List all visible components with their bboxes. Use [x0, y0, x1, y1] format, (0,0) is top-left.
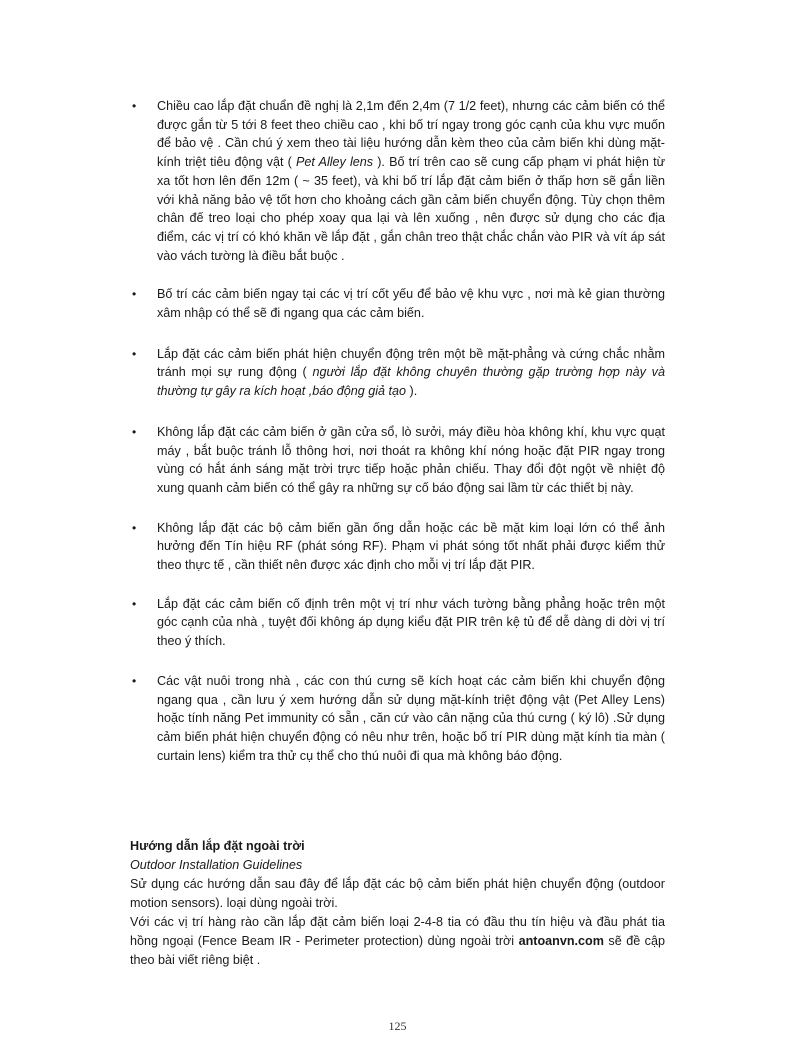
bullet-text: Bố trí các cảm biến ngay tại các vị trí cốt yếu để bảo vệ khu vực , nơi mà kẻ gian thường xâm nhập có thể sẽ đi ngang qua các cảm biến. [157, 287, 665, 321]
bullet-italic-text: Pet Alley lens [295, 155, 374, 170]
outdoor-paragraph-1: Sử dụng các hướng dẫn sau đây để lắp đặt các bộ cảm biến phát hiện chuyển động (outdoor motion sensors). loại dùng ngoài trời. [130, 877, 665, 910]
bullet-item-key-positions [130, 285, 665, 322]
bullet-dot-icon: • [132, 287, 137, 302]
bullet-item-height [130, 97, 665, 265]
bullet-item-avoid-metal [130, 519, 665, 575]
bullet-text: Các vật nuôi trong nhà , các con thú cưng sẽ kích hoạt các cảm biến khi chuyển động ngang qua , cần lưu ý xem hướng dẫn sử dụng mặt-kính triệt động vật (Pet Alley Lens) hoặc tính năng Pet immunity có sẵn , căn cứ vào cân nặng của thú cưng ( ký lô) .Sử dụng cảm biến phát hiện chuyển động có nêu như trên, hoặc bố trí PIR dùng mặt kính tia màn ( curtain lens) kiểm tra thử cụ thể cho thú nuôi đi qua mà không báo động. [157, 673, 665, 763]
bullet-item-fixed-mount [130, 595, 665, 651]
bullet-text: Không lắp đặt các cảm biến ở gần cửa sổ, lò sưởi, máy điều hòa không khí, khu vực quạt máy , bắt buộc tránh lỗ thông hơi, nơi thoát ra không khí nóng hoặc đặt PIR ngay trong vùng có hắt ánh sáng mặt trời trực tiếp hoặc phản chiếu. Thay đổi đột ngột về nhiệt độ xung quanh cảm biến có thể gây ra những sự cố báo động sai lầm từ các thiết bị này. [157, 424, 665, 495]
bullet-dot-icon: • [132, 424, 137, 439]
bullet-italic-text: người lắp đặt không chuyên thường gặp trường hợp này và thường tự gây ra kích hoạt ,báo động giả tạo [157, 365, 665, 399]
outdoor-subheading: Outdoor Installation Guidelines [130, 858, 303, 872]
bullet-item-pets [130, 672, 665, 766]
bullet-dot-icon: • [132, 596, 137, 611]
bullet-text: Lắp đặt các cảm biến phát hiện chuyển động trên một bề mặt-phẳng và cứng chắc nhằm tránh mọi sự rung động ( [157, 346, 665, 380]
bullet-dot-icon: • [132, 673, 137, 688]
bullet-text: Không lắp đặt các bộ cảm biến gần ống dẫn hoặc các bề mặt kim loại lớn có thể ảnh hưởng đến Tín hiệu RF (phát sóng RF). Phạm vi phát sóng tốt nhất phải được kiểm thử theo thực tế , cần thiết nên được xác định cho mỗi vị trí lắp đặt PIR. [157, 520, 665, 573]
website-link-text: antoanvn.com [518, 934, 604, 948]
page-number: 125 [388, 1019, 407, 1033]
outdoor-paragraph-2-text: Với các vị trí hàng rào cần lắp đặt cảm biến loại 2-4-8 tia có đầu thu tín hiệu và đầu phát tia hồng ngoại (Fence Beam IR - Perimeter protection) dùng ngoài trời [130, 915, 665, 948]
bullet-text: Chiều cao lắp đặt chuẩn đề nghị là 2,1m đến 2,4m (7 1/2 feet), nhưng các cảm biến có thể được gắn từ 5 tới 8 feet theo chiều cao , khi bố trí ngay trong góc cạnh của khu vực muốn để bảo vệ . Cần chú ý xem theo tài liệu hướng dẫn kèm theo của cảm biến khi dùng mặt-kính triệt tiêu động vật ( [157, 99, 665, 170]
bullet-text: Lắp đặt các cảm biến cố định trên một vị trí như vách tường bằng phẳng hoặc trên một góc cạnh của nhà , tuyệt đối không áp dụng kiểu đặt PIR trên kệ tủ để dễ dàng di dời vị trí theo ý thích. [157, 596, 665, 649]
outdoor-section [130, 837, 665, 970]
bullet-dot-icon: • [132, 346, 137, 361]
bullet-item-avoid-heat [130, 423, 665, 498]
bullet-text-cont: ). Bố trí trên cao sẽ cung cấp phạm vi phát hiện từ xa tốt hơn lên đến 12m ( ~ 35 feet), và khi bố trí lắp đặt cảm biến ở thấp hơn sẽ gắn liền với khả năng bảo vệ tốt hơn cho khoảng cách gần cảm biến chuyển động. Tùy chọn thêm chân đế treo loại cho phép xoay qua lại và lên xuống , nên được sử dụng cho các địa điểm, các vị trí có khó khăn về lắp đặt , gắn chân treo thật chắc chắn vào PIR và vít áp sát vào vách tường là điều bắt buộc . [157, 155, 665, 263]
bullet-text-cont: ). [406, 384, 418, 399]
bullet-dot-icon: • [132, 520, 137, 535]
outdoor-heading: Hướng dẫn lắp đặt ngoài trời [130, 839, 305, 853]
outdoor-paragraph-2 [130, 913, 665, 970]
outdoor-paragraph-2-end: sẽ đề cập theo bài viết riêng biệt . [130, 934, 665, 967]
bullet-dot-icon: • [132, 99, 137, 113]
bullet-item-flat-surface [130, 345, 665, 401]
bullet-list [130, 97, 665, 780]
